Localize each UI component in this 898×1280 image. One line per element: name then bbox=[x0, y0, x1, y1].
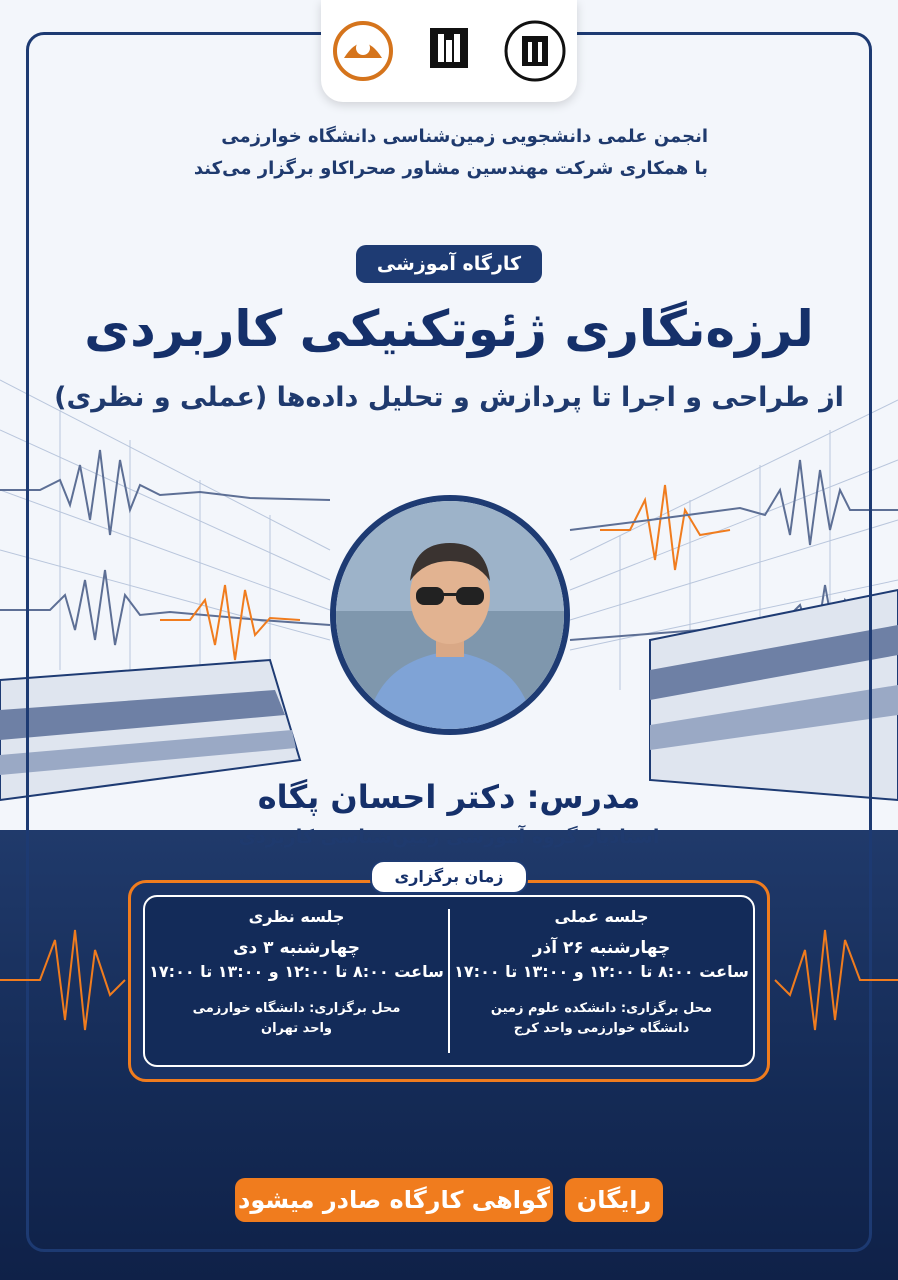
practical-place-line-1: محل برگزاری: دانشکده علوم زمین bbox=[490, 1001, 713, 1016]
theory-place-line-1: محل برگزاری: دانشگاه خوارزمی bbox=[192, 1001, 401, 1016]
bottom-seismic-traces bbox=[0, 900, 898, 1060]
presenter-photo bbox=[330, 495, 570, 735]
theory-place-line-2: واحد تهران bbox=[260, 1021, 333, 1036]
practical-place-line-2: دانشگاه خوارزمی واحد کرج bbox=[513, 1021, 690, 1036]
organizer-line-1: انجمن علمی دانشجویی زمین‌شناسی دانشگاه خوارزمی bbox=[221, 126, 708, 147]
kharazmi-culture-logo-icon bbox=[416, 18, 482, 84]
presenter-role: استادیار گروه آموزشی زمین‌شناسی کاربردی bbox=[238, 826, 660, 848]
practical-session-time: ساعت ۸:۰۰ تا ۱۲:۰۰ و ۱۳:۰۰ تا ۱۷:۰۰ bbox=[454, 962, 749, 981]
presenter-name: مدرس: دکتر احسان پگاه bbox=[257, 778, 641, 816]
theory-session-heading: جلسه نظری bbox=[248, 907, 345, 926]
workshop-subtitle: از طراحی و اجرا تا پردازش و تحلیل داده‌ها (عملی و نظری) bbox=[54, 382, 844, 413]
workshop-title: لرزه‌نگاری ژئوتکنیکی کاربردی bbox=[84, 300, 814, 358]
free-badge: رایگان bbox=[565, 1178, 663, 1222]
logo-bar bbox=[321, 0, 577, 102]
workshop-badge: کارگاه آموزشی bbox=[356, 245, 542, 283]
practical-session-heading: جلسه عملی bbox=[554, 907, 649, 926]
theory-session-time: ساعت ۸:۰۰ تا ۱۲:۰۰ و ۱۳:۰۰ تا ۱۷:۰۰ bbox=[149, 962, 444, 981]
sahra-kav-logo-icon bbox=[330, 18, 396, 84]
practical-session-date: چهارشنبه ۲۶ آذر bbox=[532, 938, 671, 958]
theory-session-date: چهارشنبه ۳ دی bbox=[232, 938, 361, 958]
kharazmi-university-logo-icon bbox=[502, 18, 568, 84]
organizer-line-2: با همکاری شرکت مهندسین مشاور صحراکاو برگزار می‌کند bbox=[193, 158, 708, 179]
presenter-portrait-icon bbox=[336, 501, 564, 729]
schedule-badge: زمان برگزاری bbox=[372, 862, 526, 892]
certificate-badge: گواهی کارگاه صادر میشود bbox=[235, 1178, 553, 1222]
